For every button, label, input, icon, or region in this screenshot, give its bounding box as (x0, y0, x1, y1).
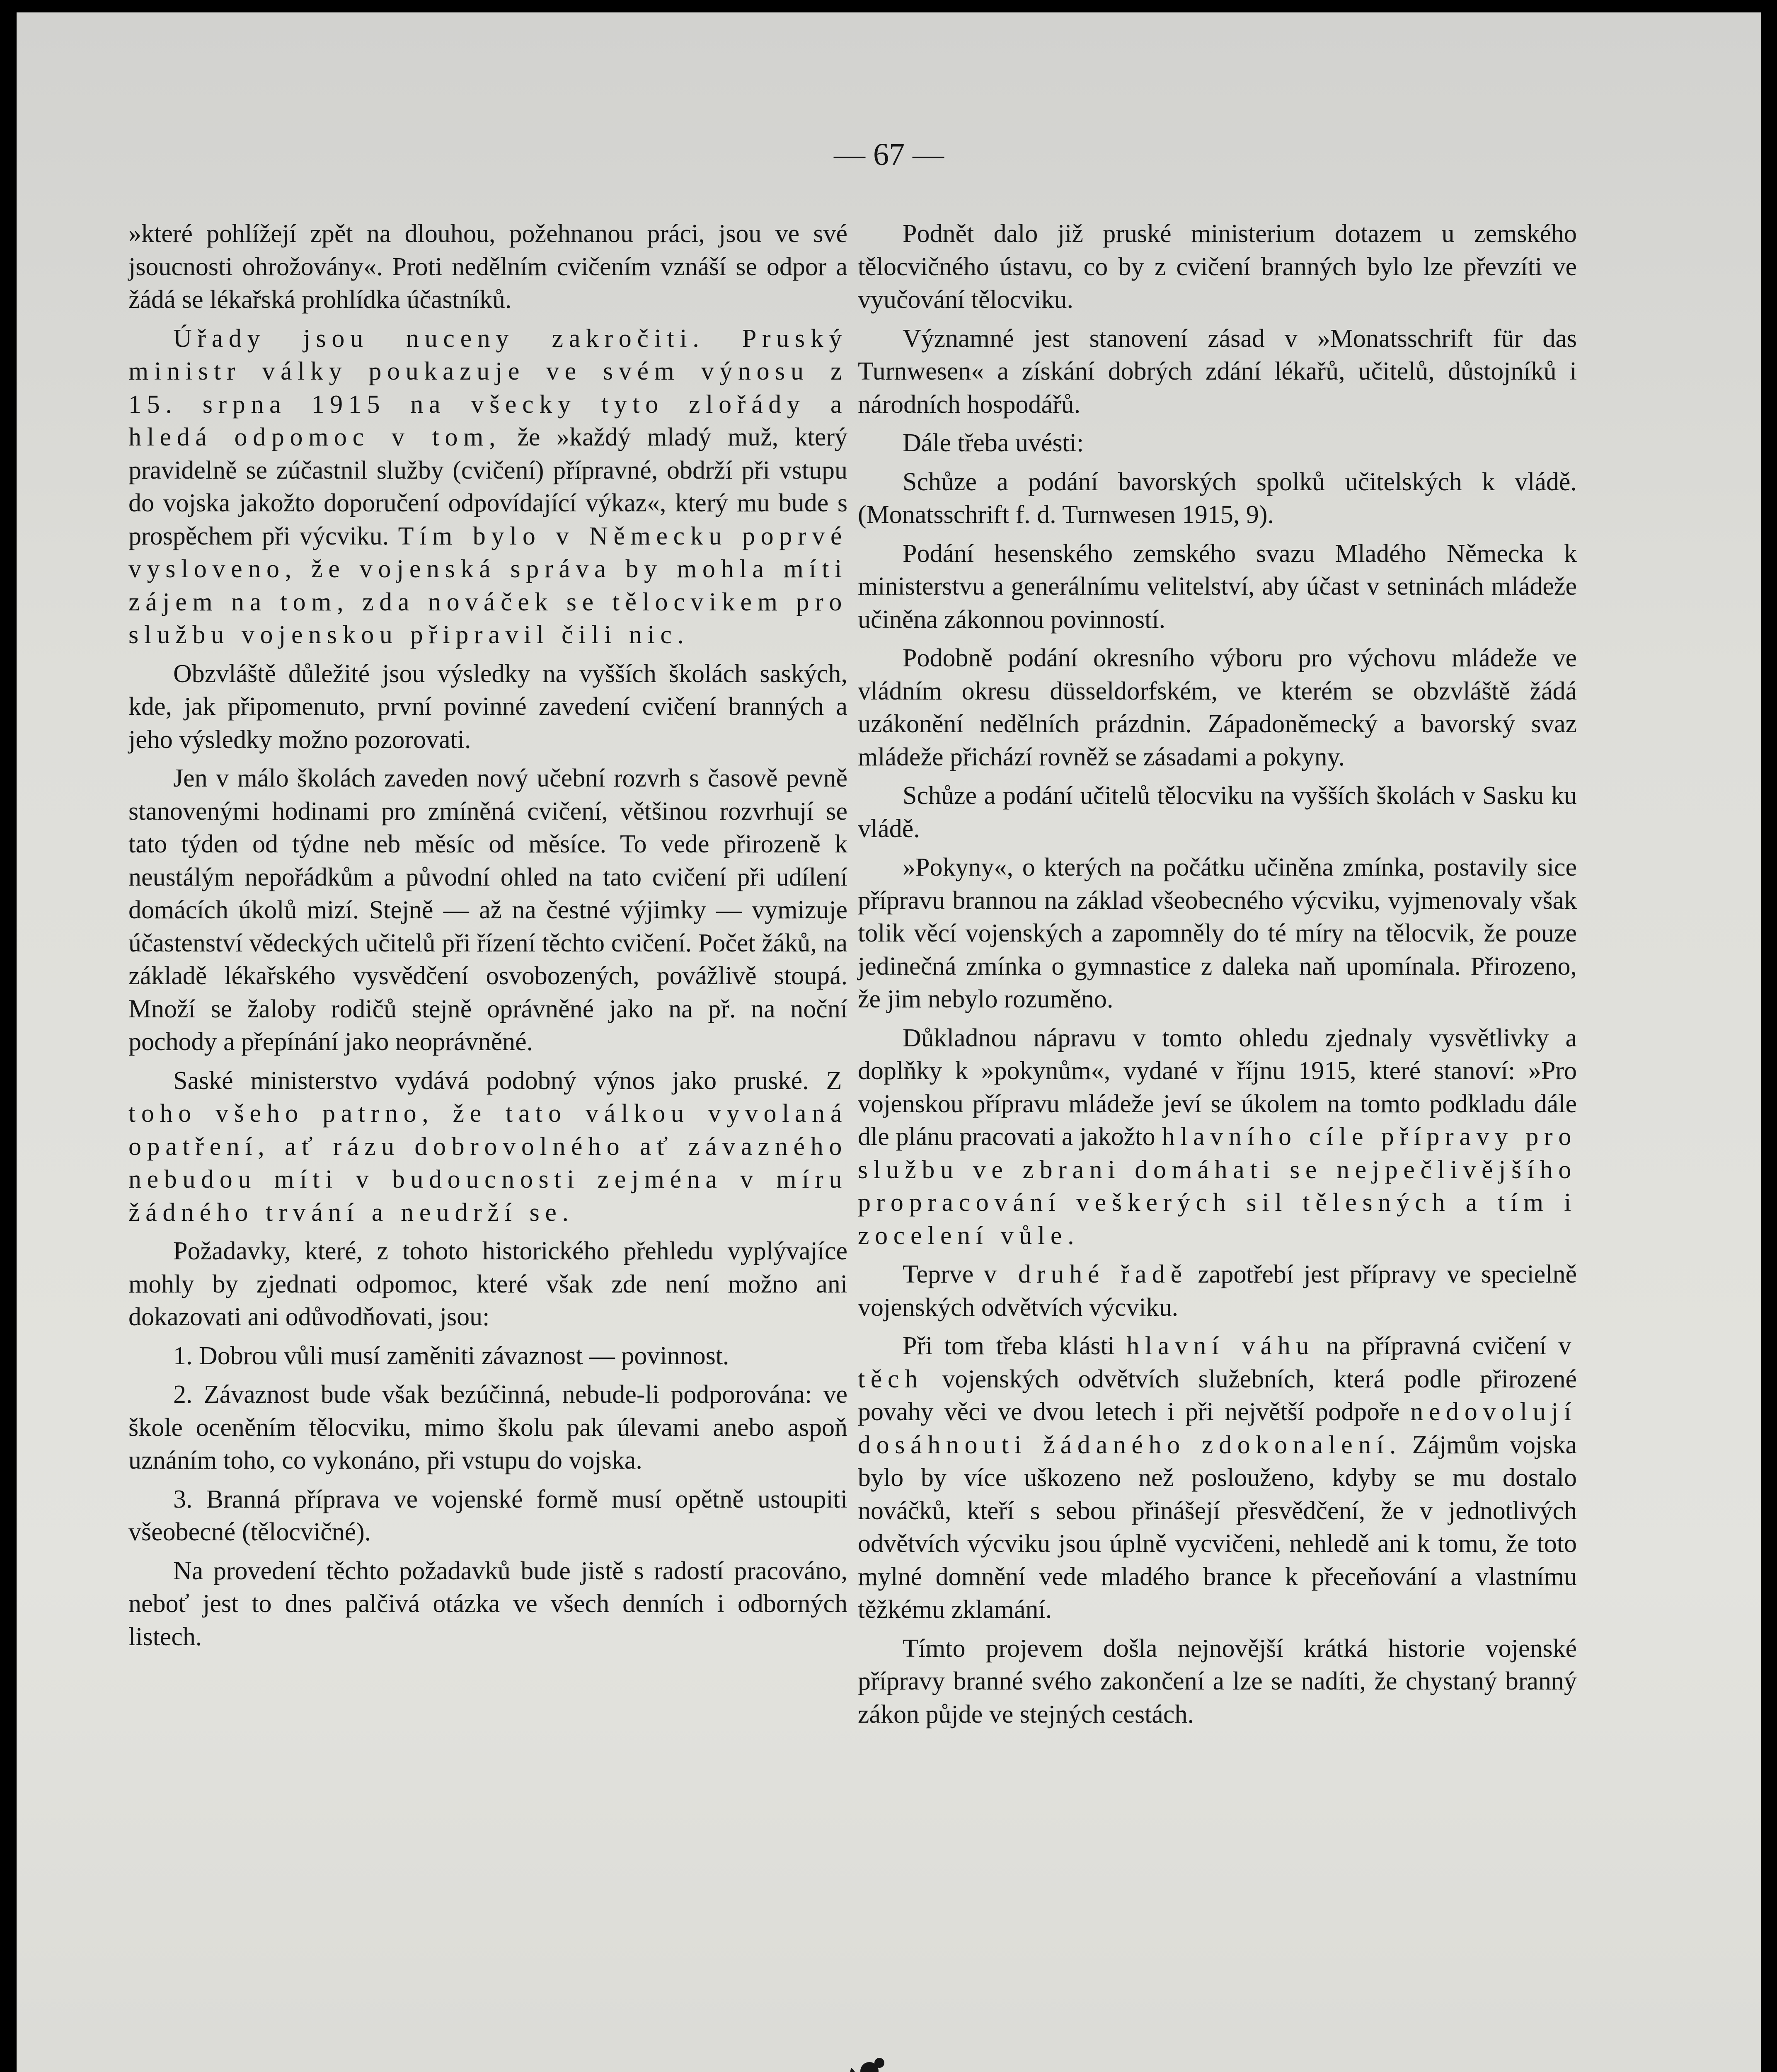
text-run: Na provedení těchto požadavků bude jistě s radostí pracováno, neboť jest to dnes palčivá otázka ve všech denních i odborných listech. (128, 1556, 847, 1651)
text-run: Požadavky, které, z tohoto historického přehledu vyplývajíce mohly by zjednati odpomoc, které však zde není možno ani dokazovati ani odůvodňovati, jsou: (128, 1237, 847, 1331)
text-run: »Pokyny«, o kterých na počátku učiněna zmínka, postavily sice přípravu brannou na základ všeobecného výcviku, vyjmenovaly však tolik věcí vojenských a zapomněly do té míry na tělocvik, že pouze jedinečná zmínka o gymnastice z daleka naň upomínala. Přirozeno, že jim nebylo rozuměno. (858, 853, 1577, 1013)
paragraph (858, 851, 1577, 1016)
text-run: Teprve (903, 1260, 984, 1288)
text-run: 2. Závaznost bude však bezúčinná, nebude-li podporována: ve škole oceněním tělocviku, mimo školu pak úlevami anebo aspoň uznáním toho, co vykonáno, při vstupu do vojska. (128, 1380, 847, 1474)
emphasized-text: nedovolují dosáhnouti žádaného zdokonalení. (858, 1398, 1577, 1459)
text-run: Dále třeba uvésti: (903, 429, 1084, 457)
text-run: Podnět dalo již pruské ministerium dotazem u zemského tělocvičného ústavu, co by z cvičení branných bylo lze převzíti ve vyučování tělocviku. (858, 220, 1577, 314)
book-page (17, 12, 1761, 2072)
text-run: Jen v málo školách zaveden nový učební rozvrh s časově pevně stanovenými hodinami pro zmíněná cvičení, většinou rozvrhují se tato týden od týdne neb měsíc od měsíce. To vede přirozeně k neustálým nepořádkům a původní ohled na tato cvičení při udílení domácích úkolů mizí. Stejně — až na čestné výjimky — vymizuje účastenství vědeckých učitelů při řízení těchto cvičení. Počet žáků, na základě lékařského vysvědčení osvobozených, povážlivě stoupá. Množí se žaloby rodičů stejně oprávněné jako na př. na noční pochody a přepínání jako neoprávněné. (128, 764, 847, 1056)
paragraph (858, 218, 1577, 317)
emphasized-text: hlavní váhu (1126, 1332, 1315, 1360)
paragraph (128, 1235, 847, 1334)
text-run: Obzvláště důležité jsou výsledky na vyšších školách saských, kde, jak připomenuto, první povinné zavedení cvičení branných a jeho výsledky možno pozorovati. (128, 659, 847, 754)
text-run: zapotřebí jest přípravy ve specielně vojenských odvětvích výcviku. (858, 1260, 1577, 1322)
emphasized-text: hlavního cíle přípravy pro službu ve zbrani domáhati se nejpečlivějšího propracování veškerých sil tělesných a tím i zocelení vůle. (858, 1123, 1577, 1250)
paragraph (128, 1483, 847, 1549)
paragraph (858, 1258, 1577, 1324)
text-run: »které pohlížejí zpět na dlouhou, požehnanou práci, jsou ve své jsoucnosti ohrožovány«. Proti nedělním cvičením vznáší se odpor a žádá se lékařská prohlídka účastníků. (128, 220, 847, 314)
text-run: Podobně podání okresního výboru pro výchovu mládeže ve vládním okresu düsseldorfském, ve kterém se obzvláště žádá uzákonění nedělních prázdnin. Západoněmecký a bavorský svaz mládeže přichází rovněž se zásadami a pokyny. (858, 644, 1577, 771)
text-run: 3. Branná příprava ve vojenské formě musí opětně ustoupiti všeobecné (tělocvičné). (128, 1485, 847, 1546)
paragraph (858, 427, 1577, 460)
paragraph (128, 1340, 847, 1373)
paragraph (858, 322, 1577, 421)
floral-ornament-icon (829, 2051, 891, 2072)
paragraph (858, 1632, 1577, 1731)
text-run: Podání hesenského zemského svazu Mladého Německa k ministerstvu a generálnímu velitelství, aby účast v setninách mládeže učiněna zákonnou povinností. (858, 539, 1577, 634)
text-run: na přípravná cvičení (1315, 1332, 1559, 1360)
page-number: — 67 — (834, 137, 944, 172)
paragraph (858, 779, 1577, 845)
emphasized-text: Tím bylo v Německu poprvé vysloveno, že vojenská správa by mohla míti zájem na tom, zda nováček se tělocvikem pro službu vojenskou připravil čili nic. (128, 522, 848, 649)
paragraph (128, 1378, 847, 1477)
emphasized-text: Úřady jsou nuceny zakročiti. Pruský ministr války poukazuje ve svém výnosu z 15. srpna 1915 na všecky tyto zlořády a hledá odpomoc v tom, (128, 324, 847, 451)
text-run: 1. Dobrou vůli musí zaměniti závaznost — povinnost. (173, 1341, 729, 1370)
paragraph (858, 466, 1577, 532)
left-text-column (128, 218, 847, 1659)
paragraph (128, 1065, 847, 1230)
text-run: Saské ministerstvo vydává podobný výnos jako pruské. (173, 1066, 826, 1095)
text-run: že »každý mladý muž, který pravidelně se zúčastnil služby (cvičení) přípravné, obdrží při vstupu do vojska jakožto doporučení odpovídající výkaz«, který mu bude s prospěchem při výcviku. (128, 423, 847, 550)
paragraph (858, 1330, 1577, 1627)
text-run: Schůze a podání učitelů tělocviku na vyšších školách v Sasku ku vládě. (858, 782, 1577, 843)
paragraph (858, 642, 1577, 774)
right-text-column (858, 218, 1577, 1737)
paragraph (858, 1022, 1577, 1253)
text-run: vojenských odvětvích služebních, která podle přirozené povahy věci ve dvou letech i při největší podpoře (858, 1365, 1577, 1426)
text-run: Tímto projevem došla nejnovější krátká historie vojenské přípravy branné svého zakončení a lze se nadíti, že chystaný branný zákon půjde ve stejných cestách. (858, 1634, 1577, 1728)
emphasized-text: Z toho všeho patrno, že tato válkou vyvolaná opatření, ať rázu dobrovolného ať závazného nebudou míti v budoucnosti zejména v míru žádného trvání a neudrží se. (128, 1066, 847, 1227)
paragraph (128, 218, 847, 317)
text-run: Významné jest stanovení zásad v »Monatsschrift für das Turnwesen« a získání dobrých zdání lékařů, učitelů, důstojníků i národních hospodářů. (858, 324, 1577, 419)
paragraph (128, 322, 847, 652)
text-run: Důkladnou nápravu v tomto ohledu zjednaly vysvětlivky a doplňky k »pokynům«, vydané v říjnu 1915, které stanoví: »Pro vojenskou přípravu mládeže jeví se úkolem na tomto podkladu dále dle plánu pracovati a jakožto (858, 1024, 1577, 1151)
paragraph (128, 762, 847, 1059)
paragraph (858, 537, 1577, 637)
emphasized-text: v těch (858, 1332, 1577, 1393)
paragraph (128, 658, 847, 757)
text-run: Schůze a podání bavorských spolků učitelských k vládě. (Monatsschrift f. d. Turnwesen 1915, 9). (858, 467, 1577, 529)
text-run: Zájmům vojska bylo by více uškozeno než poslouženo, kdyby se mu dostalo nováčků, kteří s sebou přinášejí přesvědčení, že v jednotlivých odvětvích výcviku jsou úplně vycvičeni, nehledě ani k tomu, že toto mylné domnění vede mladého brance k přeceňování a vlastnímu těžkému zklamání. (858, 1431, 1577, 1624)
text-run: Při tom třeba klásti (903, 1332, 1127, 1360)
emphasized-text: v druhé řadě (983, 1260, 1188, 1288)
paragraph (128, 1555, 847, 1654)
